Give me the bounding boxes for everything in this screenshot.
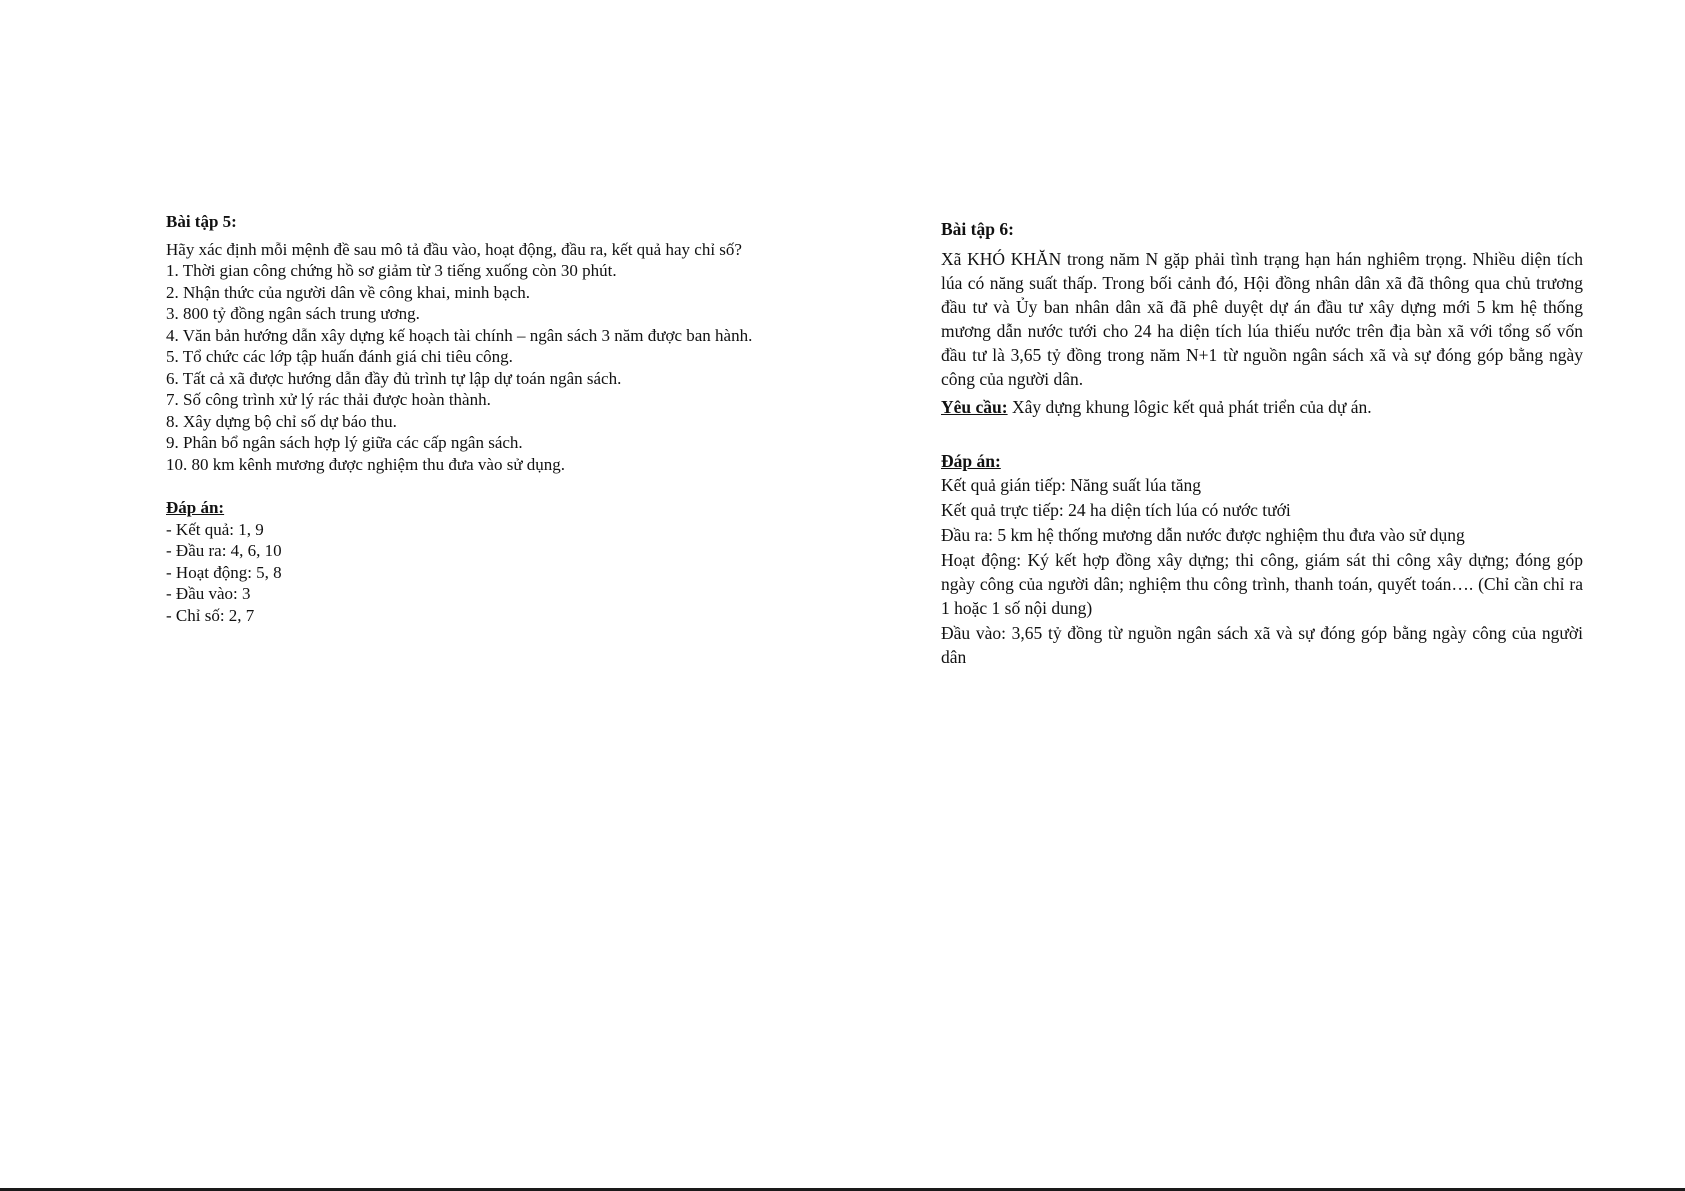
exercise-6-answer-block xyxy=(941,449,1583,669)
exercise-6-section xyxy=(941,217,1583,670)
exercise-5-answer-title: Đáp án: xyxy=(166,498,225,517)
exercise-5-item: 4. Văn bản hướng dẫn xây dựng kế hoạch tài chính – ngân sách 3 năm được ban hành. xyxy=(166,325,753,345)
exercise-6-title: Bài tập 6: xyxy=(941,219,1014,239)
exercise-5-title: Bài tập 5: xyxy=(166,212,237,231)
exercise-5-item: 2. Nhận thức của người dân về công khai, minh bạch. xyxy=(166,282,531,302)
exercise-6-answer: Kết quả trực tiếp: 24 ha diện tích lúa có nước tưới xyxy=(941,500,1291,520)
exercise-5-answer-block xyxy=(166,497,801,626)
exercise-5-item: 5. Tổ chức các lớp tập huấn đánh giá chi tiêu công. xyxy=(166,347,513,366)
exercise-6-answer: Đầu ra: 5 km hệ thống mương dẫn nước được nghiệm thu đưa vào sử dụng xyxy=(941,525,1465,545)
exercise-6-answer: Đầu vào: 3,65 tỷ đồng từ nguồn ngân sách xã và sự đóng góp bằng ngày công của người dân xyxy=(941,623,1583,667)
exercise-6-requirement xyxy=(941,395,1583,419)
exercise-5-answer: - Chỉ số: 2, 7 xyxy=(166,605,255,625)
exercise-6-answer: Hoạt động: Ký kết hợp đồng xây dựng; thi công, giám sát thi công xây dựng; đóng góp ngày công của người dân; nghiệm thu công trình, thanh toán, quyết toán…. (Chỉ cần chỉ ra 1 hoặc 1 số nội dung) xyxy=(941,550,1583,618)
exercise-5-item: 8. Xây dựng bộ chỉ số dự báo thu. xyxy=(166,411,397,431)
exercise-5-item: 3. 800 tỷ đồng ngân sách trung ương. xyxy=(166,304,420,323)
exercise-6-answer: Kết quả gián tiếp: Năng suất lúa tăng xyxy=(941,475,1201,495)
exercise-5-item: 7. Số công trình xử lý rác thải được hoàn thành. xyxy=(166,390,491,409)
exercise-5-item: 10. 80 km kênh mương được nghiệm thu đưa vào sử dụng. xyxy=(166,454,566,474)
exercise-5-answer: - Kết quả: 1, 9 xyxy=(166,519,264,539)
exercise-6-answer-title: Đáp án: xyxy=(941,451,1001,471)
exercise-5-item: 1. Thời gian công chứng hồ sơ giảm từ 3 tiếng xuống còn 30 phút. xyxy=(166,261,617,280)
exercise-5-answer: - Hoạt động: 5, 8 xyxy=(166,562,282,582)
requirement-text: Xây dựng khung lôgic kết quả phát triển của dự án. xyxy=(1007,397,1372,417)
exercise-5-item-list xyxy=(166,260,801,475)
exercise-5-item: 6. Tất cả xã được hướng dẫn đầy đủ trình tự lập dự toán ngân sách. xyxy=(166,368,622,388)
exercise-5-item: 9. Phân bổ ngân sách hợp lý giữa các cấp ngân sách. xyxy=(166,433,523,452)
exercise-5-answer: - Đầu ra: 4, 6, 10 xyxy=(166,541,282,560)
exercise-5-section xyxy=(166,211,801,626)
exercise-6-problem: Xã KHÓ KHĂN trong năm N gặp phải tình trạng hạn hán nghiêm trọng. Nhiều diện tích lúa có năng suất thấp. Trong bối cảnh đó, Hội đồng nhân dân xã đã thông qua chủ trương đầu tư và Ủy ban nhân dân xã đã phê duyệt dự án đầu tư xây dựng mới 5 km hệ thống mương dẫn nước tưới cho 24 ha diện tích lúa thiếu nước trên địa bàn xã với tổng số vốn đầu tư là 3,65 tỷ đồng trong năm N+1 từ nguồn ngân sách xã và sự đóng góp bằng ngày công của người dân. xyxy=(941,249,1583,389)
requirement-label: Yêu cầu: xyxy=(941,397,1008,417)
exercise-5-answer: - Đầu vào: 3 xyxy=(166,584,251,603)
exercise-5-question: Hãy xác định mỗi mệnh đề sau mô tả đầu vào, hoạt động, đầu ra, kết quả hay chỉ số? xyxy=(166,239,742,259)
